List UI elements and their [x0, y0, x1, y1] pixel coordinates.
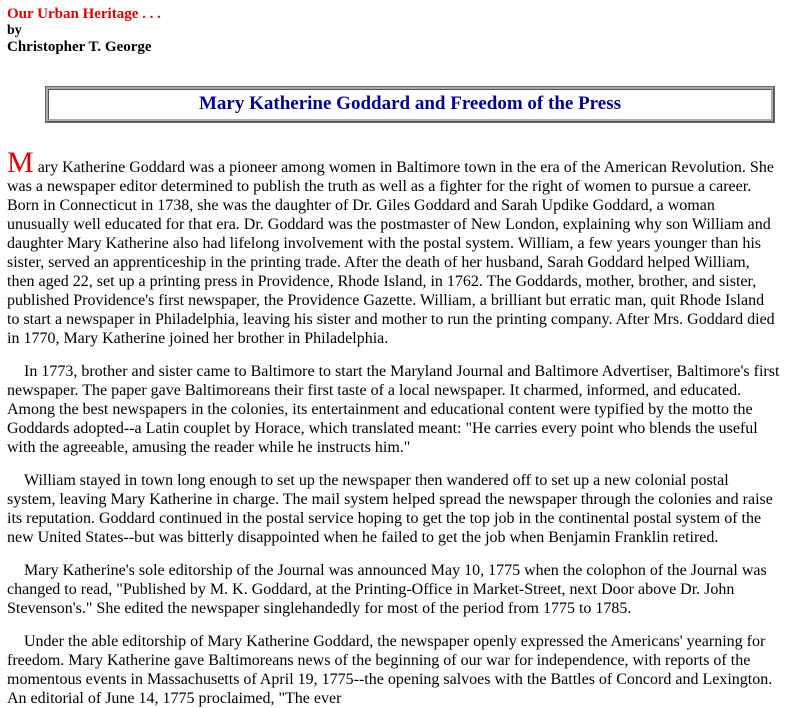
author-name: Christopher T. George: [7, 39, 152, 55]
title-box: [46, 87, 774, 122]
paragraph-1: [7, 146, 780, 348]
series-title: Our Urban Heritage . . .: [7, 6, 161, 22]
page-title: Mary Katherine Goddard and Freedom of the Press: [198, 93, 621, 114]
paragraph-5: Under the able editorship of Mary Katherine Goddard, the newspaper openly expressed the Americans' yearning for freedom. Mary Katherine gave Baltimoreans news of the beginning of our war for independence, with reports of the momentous events in Massachusetts of April 19, 1775--the opening salvoes with the Battles of Concord and Lexington. An editorial of June 14, 1775 proclaimed, "The ever: [7, 633, 773, 707]
paragraph-4: Mary Katherine's sole editorship of the Journal was announced May 10, 1775 when the colophon of the Journal was changed to read, "Published by M. K. Goddard, at the Printing-Office in Market-Street, next Door above Dr. John Stevenson's." She edited the newspaper singlehandedly for most of the period from 1775 to 1785.: [7, 562, 767, 617]
article-body: [7, 146, 780, 708]
byline-label: by: [7, 23, 22, 38]
paragraph-2: In 1773, brother and sister came to Baltimore to start the Maryland Journal and Baltimore Advertiser, Baltimore's first newspaper. The paper gave Baltimoreans their first taste of a local newspaper. It charmed, informed, and educated. Among the best newspapers in the colonies, its entertainment and educational content were typified by the motto the Goddards adopted--a Latin couplet by Horace, which translated meant: "He carries every point who blends the useful with the agreeable, amusing the reader while he instructs him.": [7, 363, 780, 456]
paragraph-1-text: ary Katherine Goddard was a pioneer among women in Baltimore town in the era of the American Revolution. She was a newspaper editor determined to publish the truth as well as a fighter for the right of women to pursue a career. Born in Connecticut in 1738, she was the daughter of Dr. Giles Goddard and Sarah Updike Goddard, a woman unusually well educated for that era. Dr. Goddard was the postmaster of New London, explaining why son William and daughter Mary Katherine also had lifelong involvement with the postal system. William, a few years younger than his sister, served an apprenticeship in the printing trade. After the death of her husband, Sarah Goddard helped William, then aged 22, set up a printing press in Providence, Rhode Island, in 1762. The Goddards, mother, brother, and sister, published Providence's first newspaper, the Providence Gazette. William, a brilliant but erratic man, quit Rhode Island to start a newspaper in Philadelphia, leaving his sister and mother to run the printing company. After Mrs. Goddard died in 1770, Mary Katherine joined her brother in Philadelphia.: [7, 159, 775, 347]
paragraph-3: William stayed in town long enough to set up the newspaper then wandered off to set up a new colonial postal system, leaving Mary Katherine in charge. The mail system helped spread the newspaper through the colonies and raise its reputation. Goddard continued in the postal service hoping to get the top job in the continental postal system of the new United States--but was bitterly disappointed when he failed to get the job when Benjamin Franklin retired.: [7, 472, 773, 546]
drop-cap: M: [7, 146, 34, 179]
